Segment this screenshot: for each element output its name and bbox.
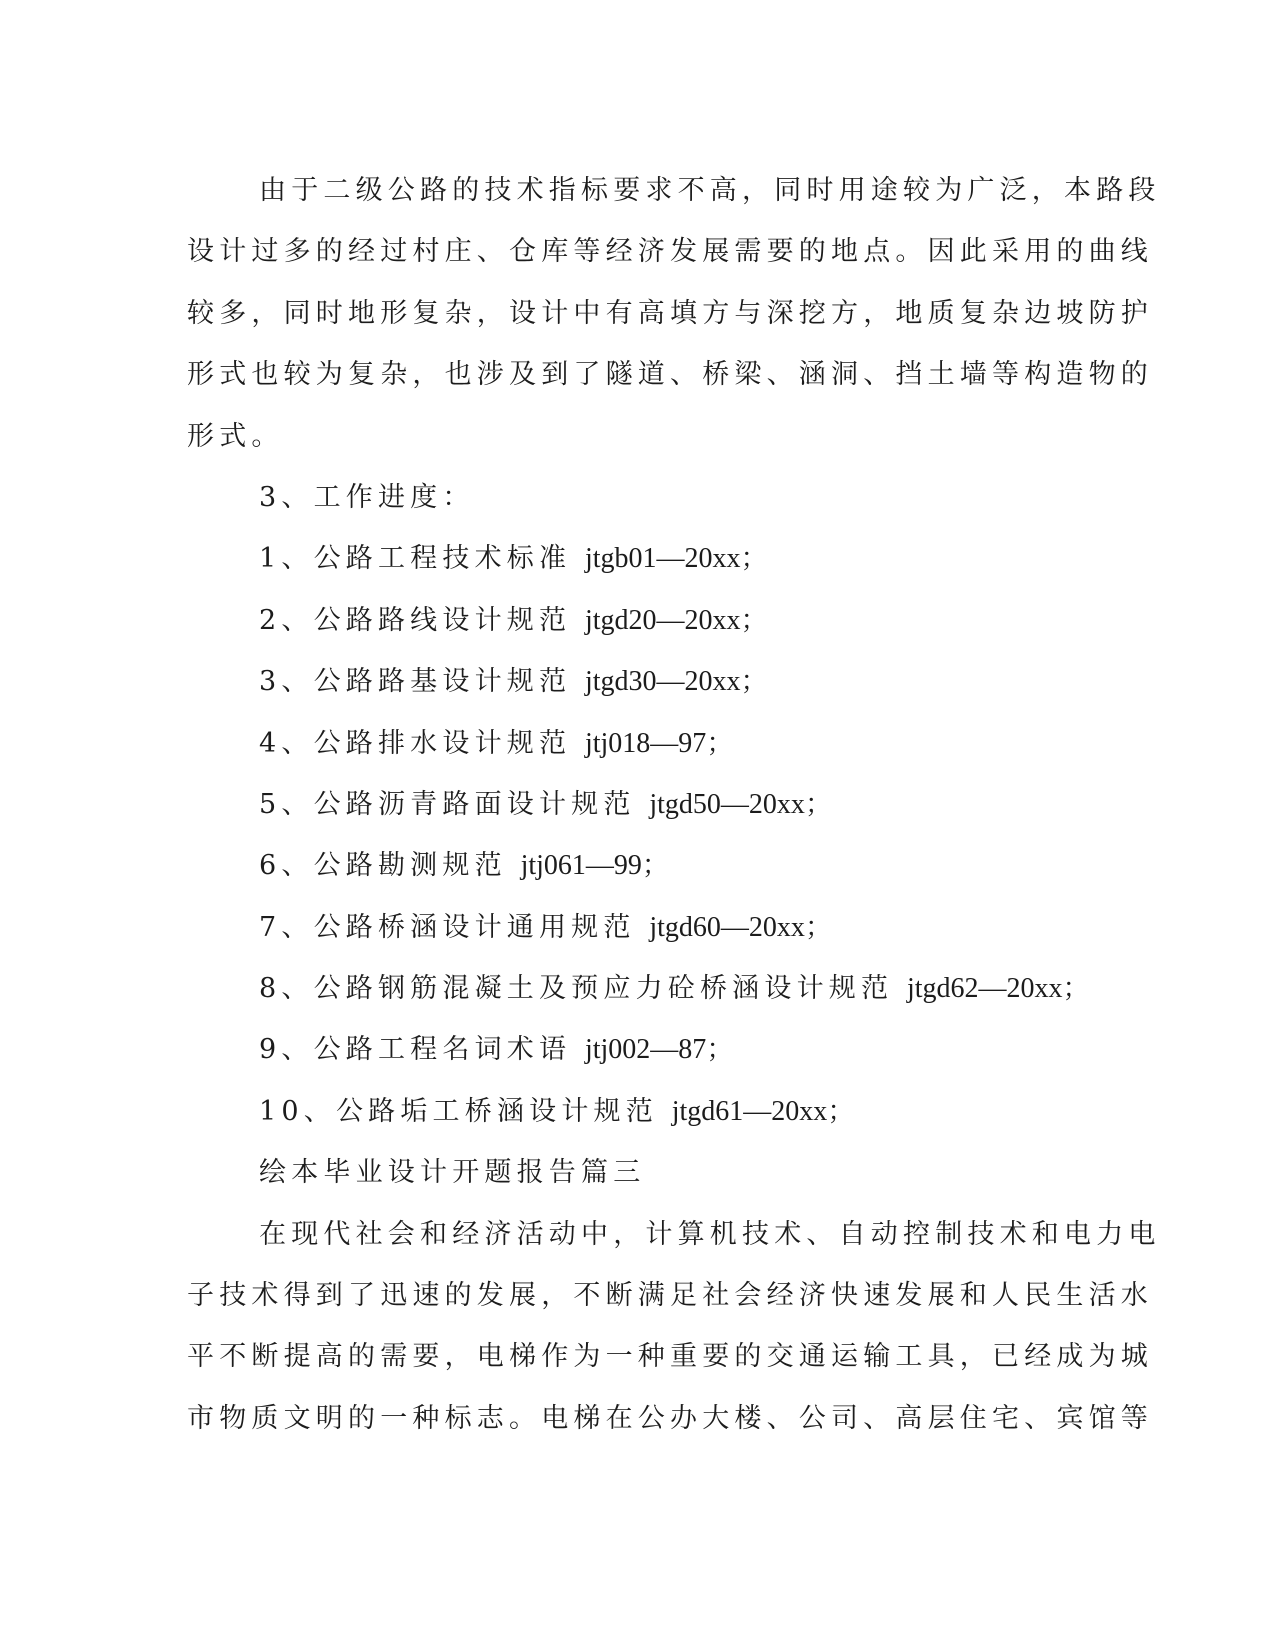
reference-item	[187, 590, 1067, 651]
reference-end: ；	[740, 543, 773, 575]
paragraph-2-line-2: 子技术得到了迅速的发展，不断满足社会经济快速发展和人民生活水	[187, 1280, 1153, 1312]
paragraph-1-line-4: 形式也较为复杂，也涉及到了隧道、桥梁、涵洞、挡土墙等构造物的	[187, 359, 1153, 391]
reference-end: ；	[706, 727, 739, 759]
reference-label: 5、公路沥青路面设计规范	[259, 788, 650, 820]
paragraph-2-line-4: 市物质文明的一种标志。电梯在公办大楼、公司、高层住宅、宾馆等	[187, 1402, 1153, 1434]
reference-item	[187, 774, 1067, 835]
reference-code: jtj002—87	[584, 1034, 707, 1066]
reference-code: jtgd20—20xx	[584, 604, 741, 636]
reference-label: 9、公路工程名词术语	[259, 1034, 585, 1066]
reference-label: 8、公路钢筋混凝土及预应力砼桥涵设计规范	[259, 973, 907, 1005]
reference-end: ；	[804, 911, 838, 943]
reference-end: ；	[740, 604, 773, 636]
reference-end: ；	[804, 788, 838, 820]
reference-end: ；	[706, 1034, 739, 1066]
paragraph-2-line-1: 在现代社会和经济活动中，计算机技术、自动控制技术和电力电	[259, 1218, 1161, 1250]
reference-label: 4、公路排水设计规范	[259, 727, 585, 759]
paragraph-2-line-3: 平不断提高的需要，电梯作为一种重要的交通运输工具，已经成为城	[187, 1341, 1153, 1373]
reference-end: ；	[641, 850, 675, 882]
reference-label: 7、公路桥涵设计通用规范	[259, 911, 650, 943]
reference-item	[187, 651, 1067, 712]
reference-code: jtgd30—20xx	[584, 666, 741, 698]
section-heading: 3、工作进度：	[259, 481, 475, 513]
reference-label: 10、公路垢工桥涵设计规范	[259, 1095, 672, 1127]
reference-end: ；	[827, 1095, 860, 1127]
reference-end: ；	[1062, 973, 1095, 1005]
reference-item	[187, 1019, 1067, 1080]
reference-code: jtj018—97	[584, 727, 707, 759]
reference-label: 1、公路工程技术标准	[259, 543, 585, 575]
reference-item	[187, 958, 1095, 1019]
paragraph-1-line-2: 设计过多的经过村庄、仓库等经济发展需要的地点。因此采用的曲线	[187, 236, 1153, 268]
reference-code: jtgd50—20xx	[649, 788, 805, 820]
reference-item	[187, 713, 1067, 774]
reference-code: jtgd61—20xx	[671, 1095, 828, 1127]
reference-label: 2、公路路线设计规范	[259, 604, 585, 636]
reference-code: jtgd62—20xx	[906, 973, 1063, 1005]
reference-label: 6、公路勘测规范	[259, 850, 521, 882]
reference-code: jtj061—99	[520, 850, 642, 882]
reference-end: ；	[740, 666, 773, 698]
paragraph-1-line-3: 较多，同时地形复杂，设计中有高填方与深挖方，地质复杂边坡防护	[187, 297, 1153, 329]
reference-label: 3、公路路基设计规范	[259, 666, 585, 698]
reference-code: jtgd60—20xx	[649, 911, 805, 943]
reference-code: jtgb01—20xx	[584, 543, 741, 575]
reference-item	[187, 835, 1067, 896]
document-body	[187, 160, 1161, 1449]
reference-item	[187, 897, 1067, 958]
reference-item	[187, 528, 1067, 589]
part-title: 绘本毕业设计开题报告篇三	[259, 1157, 646, 1189]
paragraph-1-line-1: 由于二级公路的技术指标要求不高，同时用途较为广泛，本路段	[259, 175, 1161, 206]
paragraph-1-line-5: 形式。	[187, 420, 284, 452]
reference-item	[187, 1081, 1067, 1142]
